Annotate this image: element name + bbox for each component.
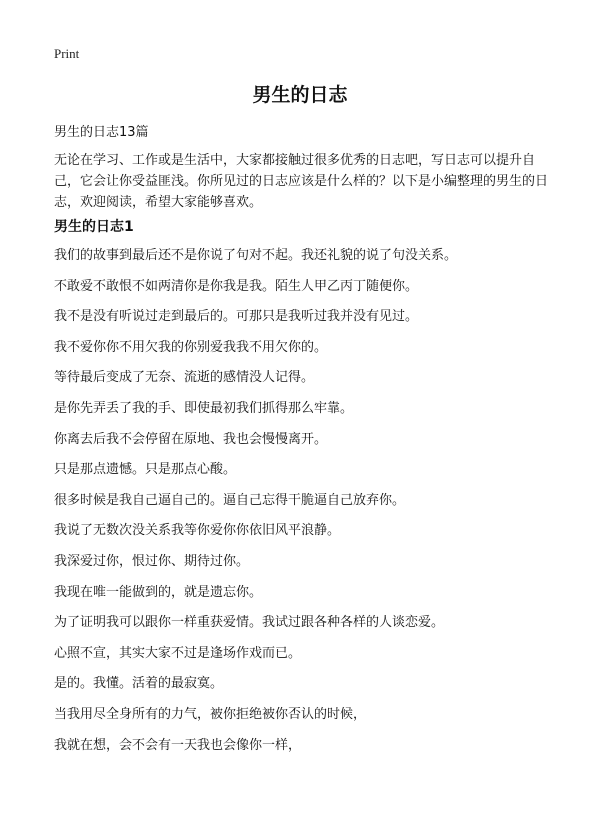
- diary-line: 心照不宣，其实大家不过是逢场作戏而已。: [54, 645, 302, 661]
- diary-line: 我深爱过你，恨过你、期待过你。: [54, 553, 250, 569]
- diary-line: 我不是没有听说过走到最后的。可那只是我听过我并没有见过。: [54, 309, 419, 325]
- diary-line: 我们的故事到最后还不是你说了句对不起。我还礼貌的说了句没关系。: [54, 248, 458, 263]
- article-subtitle: 男生的日志13篇: [54, 125, 149, 140]
- diary-line: 我现在唯一能做到的，就是遗忘你。: [54, 584, 263, 600]
- diary-line: 只是那点遗憾。只是那点心酸。: [54, 462, 237, 478]
- diary-line: 为了证明我可以跟你一样重获爱情。我试过跟各种各样的人谈恋爱。: [54, 615, 445, 631]
- diary-line: 你离去后我不会停留在原地、我也会慢慢离开。: [54, 431, 328, 447]
- diary-line: 当我用尽全身所有的力气，被你拒绝被你否认的时候，: [54, 706, 367, 722]
- print-label: Print: [54, 46, 80, 61]
- section-heading: 男生的日志1: [54, 219, 134, 235]
- diary-line: 我不爱你你不用欠我的你别爱我我不用欠你的。: [54, 339, 328, 355]
- page-title: 男生的日志: [252, 84, 348, 106]
- diary-line: 等待最后变成了无奈、流逝的感情没人记得。: [54, 370, 315, 386]
- diary-line: 是你先弄丢了我的手、即使最初我们抓得那么牢靠。: [54, 400, 354, 416]
- diary-line: 很多时候是我自己逼自己的。逼自己忘得干脆逼自己放弃你。: [54, 492, 406, 508]
- diary-line: 我说了无数次没关系我等你爱你你依旧风平浪静。: [54, 523, 341, 539]
- diary-line: 我就在想，会不会有一天我也会像你一样，: [54, 737, 302, 753]
- diary-line: 不敢爱不敢恨不如两清你是你我是我。陌生人甲乙丙丁随便你。: [54, 278, 419, 294]
- diary-line: 是的。我懂。活着的最寂寞。: [54, 676, 224, 692]
- diary-lines: [54, 248, 554, 768]
- intro-paragraph: 无论在学习、工作或是生活中，大家都接触过很多优秀的日志吧，写日志可以提升自己，它会让你受益匪浅。你所见过的日志应该是什么样的？以下是小编整理的男生的日志，欢迎阅读，希望大家能够喜欢。: [54, 153, 549, 210]
